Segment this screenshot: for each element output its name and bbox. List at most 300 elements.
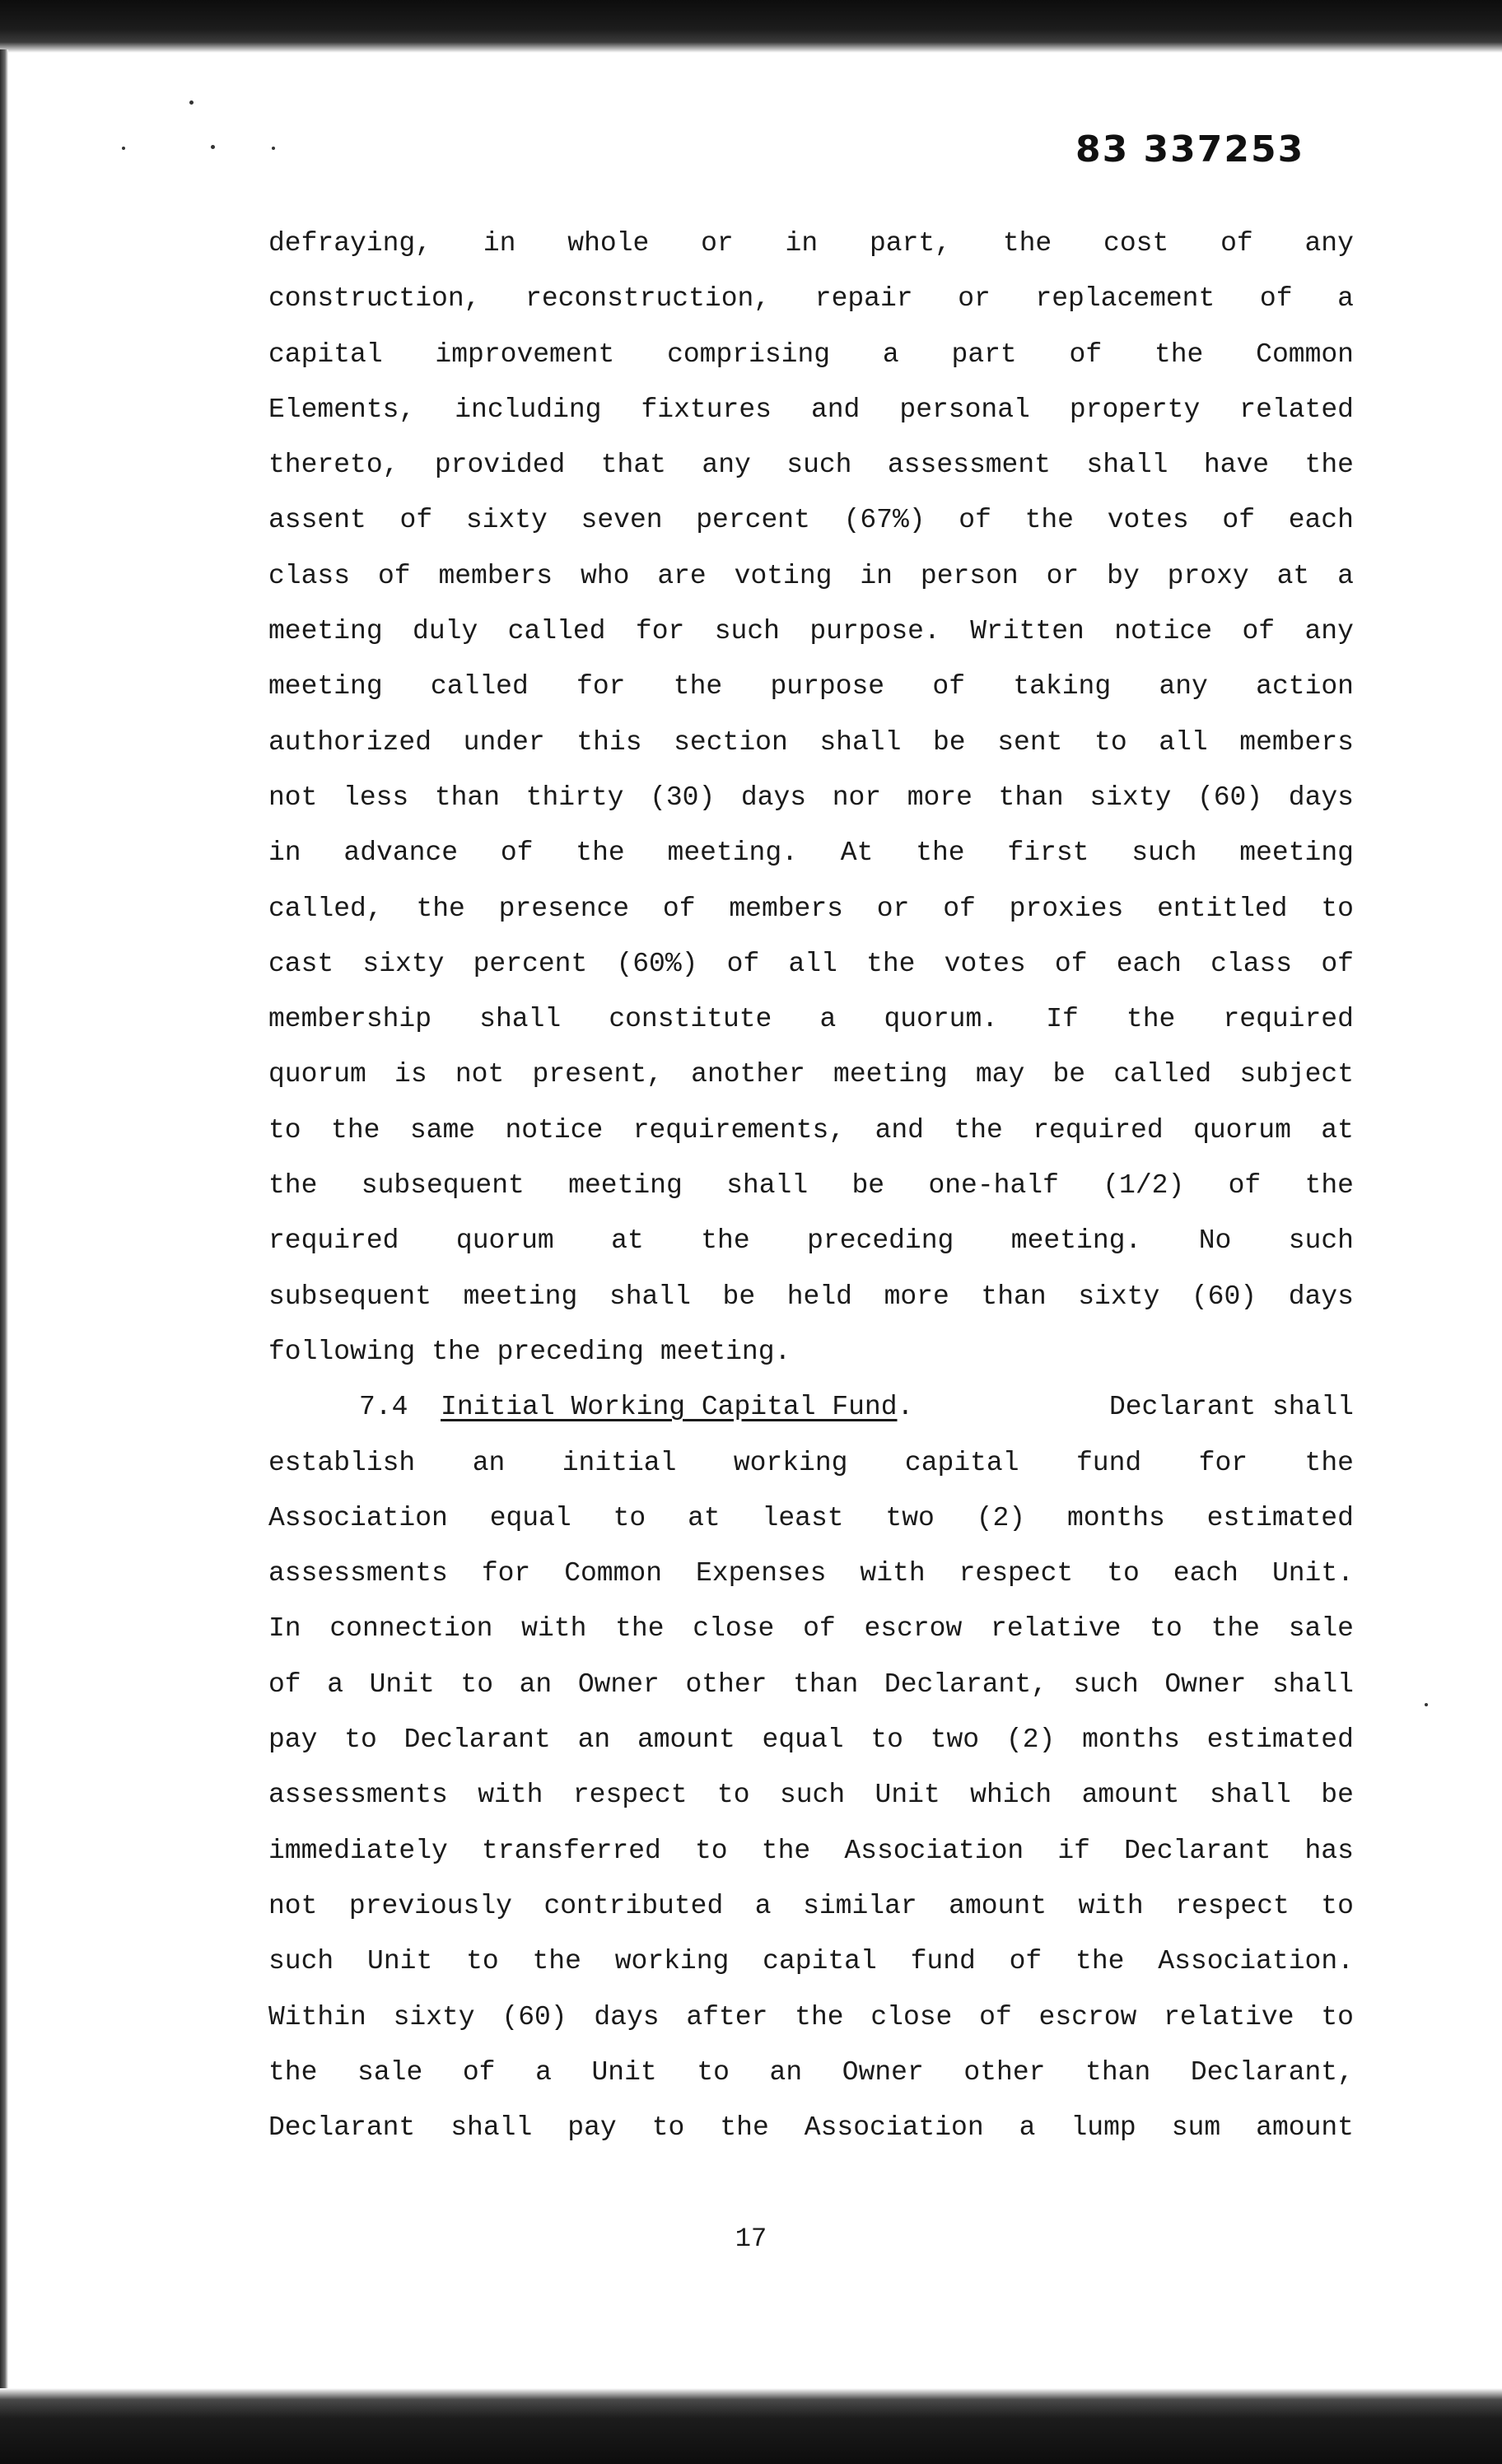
- word: nor: [832, 782, 882, 813]
- text-line: [268, 1158, 1354, 1213]
- scan-speck: [211, 145, 215, 149]
- word: shall: [726, 1170, 809, 1202]
- word: proxy: [1167, 560, 1249, 591]
- word: sent: [997, 726, 1063, 758]
- word: At: [840, 838, 874, 869]
- word: shall: [609, 1281, 691, 1312]
- word: a: [754, 1890, 772, 1921]
- word: least: [762, 1502, 844, 1533]
- word: the: [431, 1336, 481, 1367]
- word: in: [483, 228, 516, 259]
- word: another: [691, 1059, 805, 1090]
- word: to: [268, 1114, 301, 1146]
- word: of: [1242, 616, 1276, 647]
- word: called,: [268, 893, 383, 924]
- word: the: [1304, 1447, 1354, 1478]
- word: working: [733, 1447, 848, 1478]
- word: the: [795, 2001, 844, 2032]
- word: held: [786, 1281, 852, 1312]
- word: with: [521, 1613, 587, 1645]
- word: capital: [268, 338, 383, 370]
- word: equal: [489, 1502, 571, 1533]
- word: all: [788, 948, 837, 979]
- word: two: [930, 1724, 980, 1756]
- word: may: [975, 1059, 1025, 1090]
- word: to: [1107, 1558, 1140, 1589]
- word: at: [611, 1225, 644, 1257]
- document-number: 83 337253: [1075, 128, 1305, 170]
- text-line: [268, 936, 1354, 992]
- word: than: [434, 782, 501, 813]
- word: meeting: [268, 616, 383, 647]
- word: (60): [1196, 782, 1263, 813]
- word: if: [1057, 1835, 1090, 1866]
- word: with: [860, 1558, 926, 1589]
- word: not: [268, 782, 318, 813]
- word: (60%): [616, 948, 698, 979]
- word: all: [1159, 726, 1208, 758]
- word: to: [1321, 2001, 1354, 2032]
- word: cost: [1103, 228, 1169, 259]
- word: requirements,: [632, 1114, 846, 1146]
- text-line: [268, 327, 1354, 382]
- word: of: [1009, 1946, 1043, 1977]
- word: quorum: [268, 1059, 366, 1090]
- word: meeting.: [1010, 1225, 1142, 1257]
- word: the: [416, 893, 465, 924]
- word: with: [1078, 1890, 1144, 1921]
- word: days: [1288, 782, 1354, 813]
- word: action: [1256, 671, 1354, 702]
- word: constitute: [609, 1004, 772, 1035]
- word: Association: [804, 2112, 984, 2144]
- word: Unit: [591, 2056, 657, 2088]
- word: of: [1321, 948, 1354, 979]
- word: contributed: [543, 1890, 724, 1921]
- word: of: [959, 505, 991, 536]
- word: the: [1002, 228, 1052, 259]
- word: of: [979, 2001, 1012, 2032]
- word: defraying,: [268, 228, 432, 259]
- text-line: [268, 1878, 1354, 1934]
- word: quorum: [455, 1225, 554, 1257]
- paragraph-assessment-text: [268, 216, 1354, 1379]
- text-line: [268, 1990, 1354, 2045]
- word: or: [701, 228, 734, 259]
- word: capital: [763, 1946, 877, 1977]
- section-title-period: .: [897, 1392, 914, 1423]
- word: amount: [637, 1724, 735, 1756]
- scan-speck: [189, 100, 194, 105]
- text-line: [268, 1435, 1354, 1491]
- word: replacement: [1035, 283, 1215, 315]
- word: Declarant: [268, 2112, 416, 2144]
- word: quorum: [1193, 1114, 1291, 1146]
- word: less: [343, 782, 409, 813]
- word: sixty: [362, 948, 445, 979]
- word: quorum.: [884, 1004, 999, 1035]
- word: of: [943, 893, 976, 924]
- word: initial: [562, 1447, 677, 1478]
- word: the: [268, 1170, 318, 1202]
- word: a: [1019, 2112, 1036, 2144]
- word: (2): [976, 1502, 1026, 1533]
- word: be: [1321, 1780, 1354, 1811]
- word: notice: [1114, 616, 1213, 647]
- word: months: [1066, 1502, 1165, 1533]
- word: reconstruction,: [525, 283, 771, 315]
- word: at: [1321, 1114, 1354, 1146]
- scan-border-top: [0, 0, 1502, 53]
- word: class: [1210, 948, 1293, 979]
- word: No: [1198, 1225, 1232, 1257]
- text-line: [268, 1934, 1354, 1989]
- text-line: [268, 548, 1354, 604]
- word: such: [268, 1946, 334, 1977]
- word: preceding: [807, 1225, 954, 1257]
- word: the: [615, 1613, 665, 1645]
- text-line: [268, 1657, 1354, 1712]
- word: after: [686, 2001, 768, 2032]
- word: such: [779, 1780, 846, 1811]
- word: transferred: [482, 1835, 661, 1866]
- word: not: [268, 1890, 318, 1921]
- word: an: [769, 2056, 803, 2088]
- word: one-half: [928, 1170, 1059, 1202]
- word: respect: [1175, 1890, 1290, 1921]
- word: months: [1082, 1724, 1180, 1756]
- word: shall: [819, 726, 902, 758]
- word: Written: [970, 616, 1085, 647]
- word: or: [958, 283, 991, 315]
- word: meeting: [568, 1170, 683, 1202]
- word: to: [613, 1502, 646, 1533]
- word: percent: [696, 505, 810, 536]
- word: pay: [567, 2112, 617, 2144]
- word: purpose: [770, 671, 885, 702]
- word: a: [1337, 560, 1354, 591]
- word: each: [1173, 1558, 1238, 1589]
- word: for: [576, 671, 626, 702]
- word: Declarant: [1124, 1835, 1271, 1866]
- word: have: [1203, 450, 1270, 481]
- word: Unit: [369, 1668, 435, 1700]
- word: pay: [268, 1724, 318, 1756]
- word: of: [268, 1668, 301, 1700]
- word: previously: [348, 1890, 512, 1921]
- word: is: [394, 1059, 427, 1090]
- word: such: [1131, 838, 1197, 869]
- word: meeting: [833, 1059, 948, 1090]
- word: votes: [944, 948, 1026, 979]
- text-line: [268, 271, 1354, 326]
- word: authorized: [268, 726, 432, 758]
- word: Declarant,: [884, 1668, 1047, 1700]
- word: under: [463, 726, 545, 758]
- word: present,: [532, 1059, 663, 1090]
- text-line: [268, 1601, 1354, 1656]
- text-line: [268, 492, 1354, 548]
- word: meeting.: [660, 1336, 791, 1367]
- word: the: [1024, 505, 1074, 536]
- word: of: [462, 2056, 496, 2088]
- word: fund: [910, 1946, 976, 1977]
- word: with: [478, 1780, 543, 1811]
- word: for: [635, 616, 685, 647]
- word: whole: [567, 228, 650, 259]
- word: to: [1321, 1890, 1354, 1921]
- word: and: [810, 394, 861, 425]
- word: of: [377, 560, 411, 591]
- word: Association: [844, 1835, 1024, 1866]
- word: a: [1337, 283, 1354, 315]
- word: preceding: [497, 1336, 644, 1367]
- word: of: [1054, 948, 1088, 979]
- word: which: [970, 1780, 1052, 1811]
- word: Owner: [1164, 1668, 1247, 1700]
- word: Within: [268, 2001, 366, 2032]
- text-line: [268, 1712, 1354, 1767]
- word: to: [1094, 726, 1127, 758]
- word: be: [933, 726, 966, 758]
- word: in: [860, 560, 893, 591]
- text-line: [268, 659, 1354, 714]
- word: the: [673, 671, 723, 702]
- word: days: [594, 2001, 660, 2032]
- word: of: [1222, 505, 1256, 536]
- text-line: [268, 770, 1354, 825]
- word: person: [920, 560, 1019, 591]
- word: improvement: [435, 338, 615, 370]
- word: membership: [268, 1004, 432, 1035]
- word: the: [1126, 1004, 1176, 1035]
- scan-speck: [122, 147, 125, 150]
- word: connection: [329, 1613, 493, 1645]
- word: to: [870, 1724, 903, 1756]
- word: sale: [1288, 1613, 1354, 1645]
- word: Elements,: [268, 394, 416, 425]
- word: two: [885, 1502, 935, 1533]
- word: shall: [450, 2112, 533, 2144]
- word: repair: [814, 283, 913, 315]
- word: at: [688, 1502, 721, 1533]
- word: meeting: [463, 1281, 578, 1312]
- word: shall: [1271, 1668, 1354, 1700]
- word: capital: [904, 1447, 1019, 1478]
- text-line: [268, 216, 1354, 271]
- word: assessments: [268, 1558, 448, 1589]
- word: thereto,: [268, 450, 399, 481]
- word: of: [1220, 228, 1253, 259]
- word: Unit: [875, 1780, 940, 1811]
- word: than: [998, 782, 1064, 813]
- word: days: [1288, 1281, 1354, 1312]
- word: amount: [1256, 2112, 1354, 2144]
- word: more: [884, 1281, 949, 1312]
- word: In: [268, 1613, 301, 1645]
- text-line: [268, 1823, 1354, 1878]
- word: Unit: [367, 1946, 433, 1977]
- word: the: [1210, 1613, 1260, 1645]
- word: at: [1276, 560, 1310, 591]
- word: such: [1073, 1668, 1139, 1700]
- word: called: [430, 671, 529, 702]
- word: respect: [959, 1558, 1074, 1589]
- word: the: [866, 948, 916, 979]
- word: called: [1113, 1059, 1212, 1090]
- word: to: [651, 2112, 685, 2144]
- section-title: Initial Working Capital Fund: [441, 1392, 898, 1423]
- word: establish: [268, 1447, 416, 1478]
- word: (60): [501, 2001, 567, 2032]
- word: such: [1288, 1225, 1354, 1257]
- word: amount: [1081, 1780, 1180, 1811]
- word: of: [500, 838, 534, 869]
- word: Association.: [1158, 1946, 1354, 1977]
- word: construction,: [268, 283, 481, 315]
- word: similar: [803, 1890, 917, 1921]
- word: to: [466, 1946, 499, 1977]
- word: any: [1304, 616, 1354, 647]
- word: part: [951, 338, 1017, 370]
- word: members: [1239, 726, 1354, 758]
- word: the: [532, 1946, 581, 1977]
- word: estimated: [1206, 1724, 1354, 1756]
- word: sum: [1171, 2112, 1221, 2144]
- word: be: [1052, 1059, 1086, 1090]
- word: purpose.: [809, 616, 940, 647]
- word: property: [1069, 394, 1201, 425]
- word: provided: [434, 450, 566, 481]
- section-number: 7.4: [359, 1392, 408, 1423]
- word: any: [1159, 671, 1208, 702]
- scan-border-bottom: [0, 2388, 1502, 2464]
- word: or: [1046, 560, 1080, 591]
- word: seven: [581, 505, 663, 536]
- word: than: [981, 1281, 1047, 1312]
- word: sixty: [465, 505, 548, 536]
- word: relative: [991, 1613, 1122, 1645]
- text-line: [268, 2045, 1354, 2100]
- word: (67%): [843, 505, 926, 536]
- word: be: [851, 1170, 885, 1202]
- word: assessments: [268, 1780, 448, 1811]
- word: or: [876, 893, 910, 924]
- word: Common: [1256, 338, 1354, 370]
- word: same: [409, 1114, 476, 1146]
- word: to: [716, 1780, 750, 1811]
- word: Common: [564, 1558, 663, 1589]
- word: called: [507, 616, 606, 647]
- word: not: [455, 1059, 505, 1090]
- word: the: [701, 1225, 750, 1257]
- paragraph-working-capital-text: [268, 1435, 1354, 2156]
- word: subsequent: [268, 1281, 432, 1312]
- text-line: [268, 1213, 1354, 1268]
- word: required: [1033, 1114, 1164, 1146]
- word: sixty: [1078, 1281, 1160, 1312]
- word: assessment: [887, 450, 1051, 481]
- word: the: [761, 1835, 811, 1866]
- word: who: [580, 560, 630, 591]
- word: the: [1154, 338, 1204, 370]
- word: votes: [1107, 505, 1189, 536]
- word: cast: [268, 948, 334, 979]
- word: of: [1228, 1170, 1262, 1202]
- section-heading: [359, 1379, 913, 1435]
- section-first-line-text: Declarant shall: [1108, 1392, 1354, 1423]
- word: subsequent: [361, 1170, 525, 1202]
- word: the: [1304, 1170, 1354, 1202]
- word: the: [916, 838, 965, 869]
- text-line: [268, 604, 1354, 659]
- document-body: [268, 216, 1354, 2155]
- word: the: [1075, 1946, 1125, 1977]
- word: members: [438, 560, 553, 591]
- word: shall: [1209, 1780, 1291, 1811]
- word: presence: [498, 893, 630, 924]
- word: other: [685, 1668, 767, 1700]
- word: the: [720, 2112, 769, 2144]
- word: a: [327, 1668, 344, 1700]
- word: the: [268, 2056, 318, 2088]
- word: sixty: [393, 2001, 475, 2032]
- word: the: [954, 1114, 1003, 1146]
- word: Declarant,: [1190, 2056, 1354, 2088]
- word: members: [729, 893, 843, 924]
- word: each: [1116, 948, 1182, 979]
- word: close: [693, 1613, 775, 1645]
- word: percent: [473, 948, 588, 979]
- scan-speck: [1425, 1703, 1428, 1706]
- word: If: [1046, 1004, 1079, 1035]
- word: other: [963, 2056, 1046, 2088]
- word: comprising: [667, 338, 831, 370]
- word: relative: [1164, 2001, 1294, 2032]
- word: by: [1107, 560, 1140, 591]
- word: a: [819, 1004, 837, 1035]
- word: (2): [1005, 1724, 1056, 1756]
- text-line: [268, 1269, 1354, 1324]
- page-number: 17: [735, 2224, 767, 2254]
- word: such: [786, 450, 852, 481]
- word: lump: [1071, 2112, 1136, 2144]
- text-line: [268, 1047, 1354, 1102]
- text-line: [268, 992, 1354, 1047]
- word: to: [1150, 1613, 1182, 1645]
- word: respect: [572, 1780, 688, 1811]
- text-line: [268, 825, 1354, 880]
- word: more: [907, 782, 973, 813]
- word: estimated: [1206, 1502, 1354, 1533]
- word: to: [460, 1668, 494, 1700]
- word: duly: [413, 616, 478, 647]
- word: each: [1288, 505, 1354, 536]
- word: (30): [650, 782, 716, 813]
- word: shall: [1086, 450, 1168, 481]
- word: escrow: [864, 1613, 963, 1645]
- text-line: [268, 382, 1354, 437]
- word: working: [614, 1946, 730, 1977]
- word: an: [519, 1668, 553, 1700]
- scan-speck: [272, 147, 275, 150]
- word: for: [481, 1558, 531, 1589]
- word: a: [535, 2056, 552, 2088]
- word: part,: [869, 228, 951, 259]
- word: any: [702, 450, 751, 481]
- section-heading-line: [268, 1379, 1354, 1435]
- text-line: [268, 1103, 1354, 1158]
